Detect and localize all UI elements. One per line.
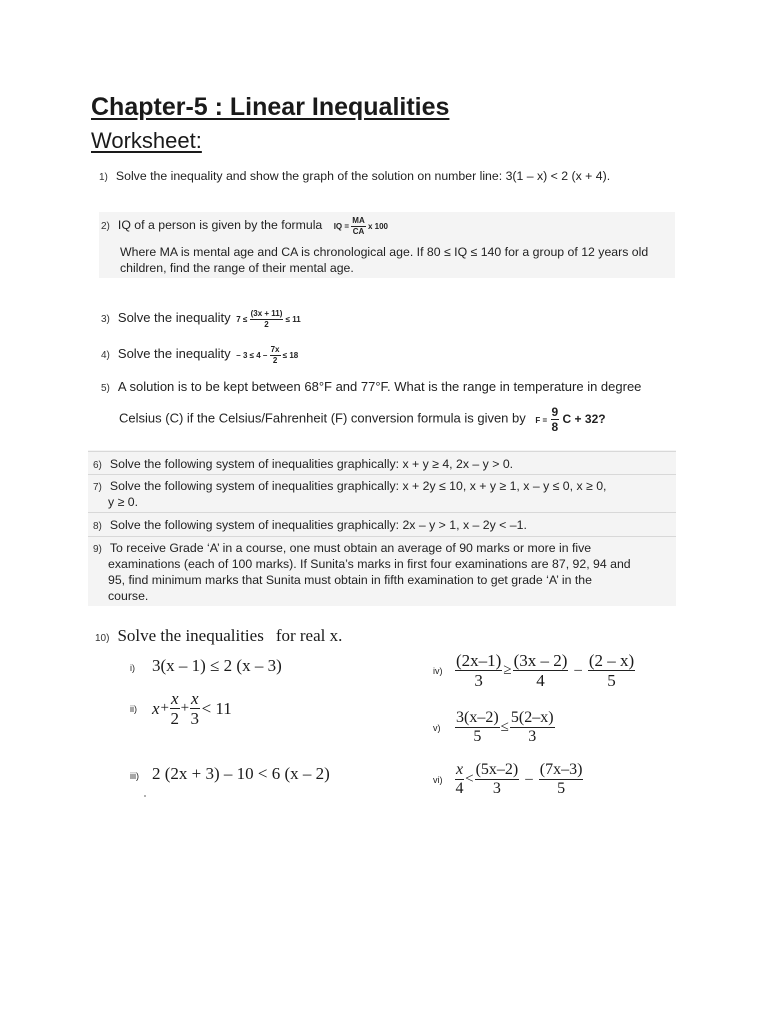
question-9-line-4: course. <box>108 589 149 603</box>
question-number: 7) <box>93 482 102 493</box>
plus-sign: + <box>180 700 190 716</box>
numerator: (7x–3) <box>539 761 583 778</box>
question-number: 9) <box>93 544 102 555</box>
question-text: To receive Grade ‘A’ in a course, one must obtain an average of 90 marks or more in five <box>109 541 592 555</box>
fraction <box>510 710 555 745</box>
question-text: Solve the following system of inequalities graphically: x + 2y ≤ 10, x + y ≥ 1, x – y ≤ 0, x ≥ 0, <box>109 479 607 493</box>
rhs: < 11 <box>201 698 232 718</box>
fraction <box>539 762 584 797</box>
question-5 <box>101 379 691 397</box>
question-number: 6) <box>93 460 102 471</box>
divider <box>88 474 676 475</box>
formula-suffix: ≤ 11 <box>285 315 301 324</box>
formula-suffix: C + 32? <box>562 411 606 426</box>
question-10 <box>95 626 342 646</box>
question-7-line-2: y ≥ 0. <box>108 495 138 509</box>
formula-fraction <box>551 406 560 433</box>
question-number: 5) <box>101 383 110 394</box>
denominator: 4 <box>455 780 464 797</box>
fraction <box>455 652 502 689</box>
question-number: 3) <box>101 314 110 325</box>
question-9-line-2: examinations (each of 100 marks). If Sunita’s marks in first four examinations are 87, 92, 94 and <box>108 557 631 571</box>
question-text: Solve the inequality <box>117 346 231 361</box>
question-2-line-2: Where MA is mental age and CA is chronological age. If 80 ≤ IQ ≤ 140 for a group of 12 years old <box>120 245 649 259</box>
page-title: Chapter-5 : Linear Inequalities <box>91 93 450 121</box>
question-text: Solve the inequalities <box>117 626 264 645</box>
iq-formula <box>333 216 388 237</box>
question-number: 2) <box>101 221 110 232</box>
numerator: x <box>191 689 199 708</box>
question-1 <box>99 168 659 186</box>
part-iii <box>130 764 330 784</box>
part-v <box>433 710 555 745</box>
denominator: 5 <box>473 728 482 745</box>
question-3 <box>101 310 301 329</box>
fraction <box>513 652 569 689</box>
part-i <box>130 656 282 676</box>
formula-fraction <box>351 217 365 236</box>
question-text: Solve the following system of inequalities graphically: x + y ≥ 4, 2x – y > 0. <box>109 457 514 471</box>
question-text: IQ of a person is given by the formula <box>117 218 323 232</box>
minus-sign: – <box>574 662 582 678</box>
fraction <box>588 652 635 689</box>
relation: ≥ <box>503 662 512 678</box>
formula-fraction <box>250 310 284 329</box>
part-vi <box>433 762 583 797</box>
question-text-suffix: for real x. <box>275 626 343 645</box>
part-label: i) <box>130 663 135 673</box>
inequality: 3(x – 1) ≤ 2 (x – 3) <box>152 656 282 675</box>
question-5-line-2 <box>119 406 679 433</box>
question-2 <box>101 217 671 236</box>
question-6 <box>93 456 673 474</box>
part-label: iii) <box>130 771 139 781</box>
conversion-formula <box>535 405 606 434</box>
numerator: MA <box>352 216 365 226</box>
fraction <box>455 710 500 745</box>
part-iv <box>433 652 635 689</box>
denominator: 3 <box>528 728 537 745</box>
question-text: Celsius (C) if the Celsius/Fahrenheit (F) conversion formula is given by <box>119 410 526 426</box>
fraction <box>455 762 464 797</box>
question-number: 10) <box>95 633 110 644</box>
formula-rhs: x 100 <box>367 222 388 231</box>
question-text: Solve the inequality and show the graph of the solution on number line: 3(1 – x) < 2 (x + 4). <box>115 169 611 183</box>
question-text: Solve the following system of inequalities graphically: 2x – y > 1, x – 2y < –1. <box>109 518 527 532</box>
question-text: A solution is to be kept between 68°F and 77°F. What is the range in temperature in degree <box>117 379 642 394</box>
numerator: 9 <box>551 405 559 419</box>
question-number: 8) <box>93 521 102 532</box>
numerator: (3x – 2) <box>513 651 568 670</box>
numerator: (3x + 11) <box>250 309 283 319</box>
worksheet-heading: Worksheet: <box>91 128 202 153</box>
question-9-line-3: 95, find minimum marks that Sunita must obtain in fifth examination to get grade ‘A’ in the <box>108 573 592 587</box>
relation: < <box>465 771 474 787</box>
denominator: 5 <box>557 780 566 797</box>
denominator: 4 <box>536 671 545 690</box>
divider <box>88 536 676 537</box>
question-number: 1) <box>99 172 108 183</box>
question-4 <box>101 346 298 365</box>
inequality: 2 (2x + 3) – 10 < 6 (x – 2) <box>152 764 330 783</box>
question-text: Solve the inequality <box>117 310 231 325</box>
denominator: 2 <box>170 709 180 728</box>
denominator: 8 <box>551 420 559 434</box>
question-7 <box>93 478 673 496</box>
numerator: x <box>456 761 464 778</box>
denominator: 2 <box>272 356 278 366</box>
divider <box>88 451 676 452</box>
denominator: 3 <box>474 671 483 690</box>
denominator: 2 <box>264 320 269 330</box>
divider <box>88 512 676 513</box>
fraction <box>190 690 200 727</box>
term-x: x <box>152 698 160 718</box>
denominator: 5 <box>607 671 616 690</box>
numerator: (2x–1) <box>456 651 502 670</box>
numerator: 5(2–x) <box>510 709 554 726</box>
inequality-formula <box>236 309 301 330</box>
formula-prefix: F = <box>535 415 548 425</box>
formula-prefix: 7 ≤ <box>236 315 248 324</box>
numerator: x <box>171 689 179 708</box>
fraction <box>475 762 520 797</box>
formula-lhs: IQ = <box>333 222 350 231</box>
numerator: (2 – x) <box>588 651 635 670</box>
plus-sign: + <box>160 700 170 716</box>
part-label: ii) <box>130 703 137 714</box>
numerator: 7x <box>270 345 280 355</box>
question-2-line-3: children, find the range of their mental age. <box>120 261 354 275</box>
question-8 <box>93 517 673 535</box>
part-label: vi) <box>433 774 443 785</box>
stray-dot <box>144 795 146 797</box>
numerator: 3(x–2) <box>456 709 499 726</box>
formula-prefix: – 3 ≤ 4 – <box>236 351 268 360</box>
denominator: 3 <box>190 709 200 728</box>
formula-fraction <box>270 346 281 365</box>
part-ii <box>130 690 232 727</box>
numerator: (5x–2) <box>475 761 519 778</box>
inequality-formula <box>236 345 299 366</box>
denominator: 3 <box>492 780 501 797</box>
denominator: CA <box>352 227 365 237</box>
part-label: v) <box>433 722 441 733</box>
minus-sign: – <box>525 771 533 787</box>
question-number: 4) <box>101 350 110 361</box>
part-label: iv) <box>433 665 443 676</box>
fraction <box>170 690 180 727</box>
relation: ≤ <box>500 719 509 735</box>
formula-suffix: ≤ 18 <box>282 351 299 360</box>
